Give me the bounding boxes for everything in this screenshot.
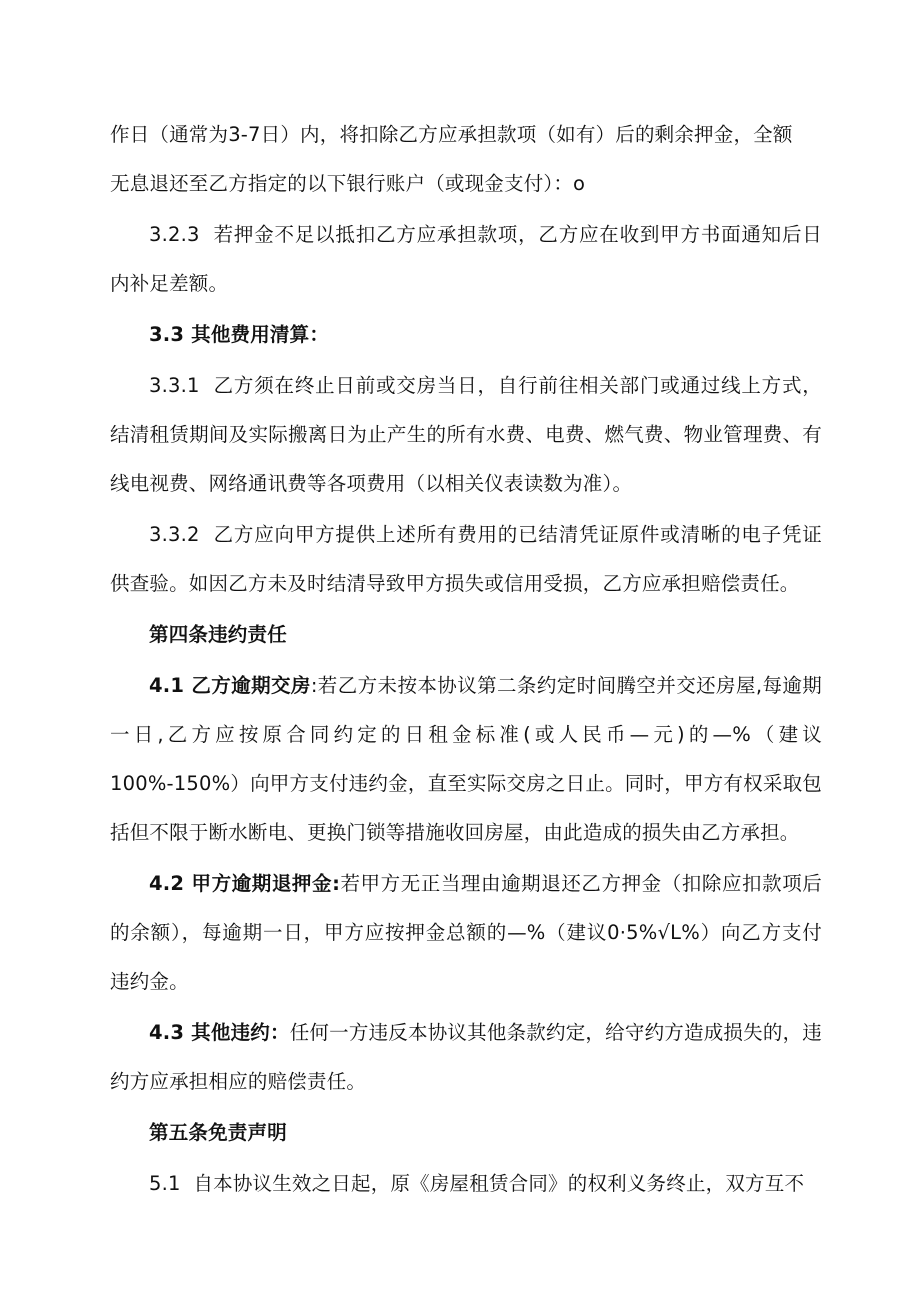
clause-number: 5.1: [149, 1172, 181, 1195]
document-page: [110, 110, 822, 1208]
clause-label: 4.2 甲方逾期退押金:: [149, 872, 341, 895]
clause-text: 若甲方无正当理由逾期退还乙方押金（扣除应扣款项后的余额），每逾期一日，甲方应按押金总额的—%（建议0·5%√L%）向乙方支付违约金。: [110, 872, 822, 993]
clause-text: 乙方须在终止日前或交房当日，自行前往相关部门或通过线上方式，结清租赁期间及实际搬离日为止产生的所有水费、电费、燃气费、物业管理费、有线电视费、网络通讯费等各项费用（以相关仪表读数为准）。: [110, 374, 822, 495]
clause-number: 3.3.2: [149, 523, 200, 546]
clause-text: 自本协议生效之日起，原《房屋租赁合同》的权利义务终止，双方互不: [193, 1172, 805, 1195]
clause-text: :若乙方未按本协议第二条约定时间腾空并交还房屋,每逾期一日,乙方应按原合同约定的日租金标准(或人民币—元)的—%（建议100%-150%）向甲方支付违约金，直至实际交房之日止。同时，甲方有权采取包括但不限于断水断电、更换门锁等措施收回房屋，由此造成的损失由乙方承担。: [110, 674, 822, 844]
clause-label: 4.1 乙方逾期交房: [149, 674, 311, 697]
article-5-title: 第五条免责声明: [149, 1121, 287, 1144]
clause-text: 任何一方违反本协议其他条款约定，给守约方造成损失的，违约方应承担相应的赔偿责任。: [110, 1021, 822, 1093]
clause-number: 3.2.3: [149, 223, 200, 246]
clause-4-2: [110, 859, 822, 1006]
paragraph-line: 作日（通常为3-7日）内，将扣除乙方应承担款项（如有）后的剩余押金，全额: [110, 123, 793, 146]
clause-number: 3.3.1: [149, 374, 200, 397]
section-heading-3-3: 3.3 其他费用清算：: [149, 323, 330, 346]
clause-4-3: [110, 1008, 822, 1106]
paragraph-line: 无息退还至乙方指定的以下银行账户（或现金支付）：o: [110, 172, 586, 195]
paragraph-deposit-refund: [110, 110, 822, 208]
clause-text: 若押金不足以抵扣乙方应承担款项，乙方应在收到甲方书面通知后日内补足差额。: [110, 223, 822, 295]
clause-label: 4.3 其他违约：: [149, 1021, 290, 1044]
clause-3-3-1: [110, 361, 822, 508]
article-4-title: 第四条违约责任: [149, 623, 287, 646]
clause-3-3-2: [110, 510, 822, 608]
clause-text: 乙方应向甲方提供上述所有费用的已结清凭证原件或清晰的电子凭证供查验。如因乙方未及时结清导致甲方损失或信用受损，乙方应承担赔偿责任。: [110, 523, 822, 595]
clause-4-1: [110, 661, 822, 857]
clause-5-1: [110, 1159, 822, 1208]
clause-3-2-3: [110, 210, 822, 308]
